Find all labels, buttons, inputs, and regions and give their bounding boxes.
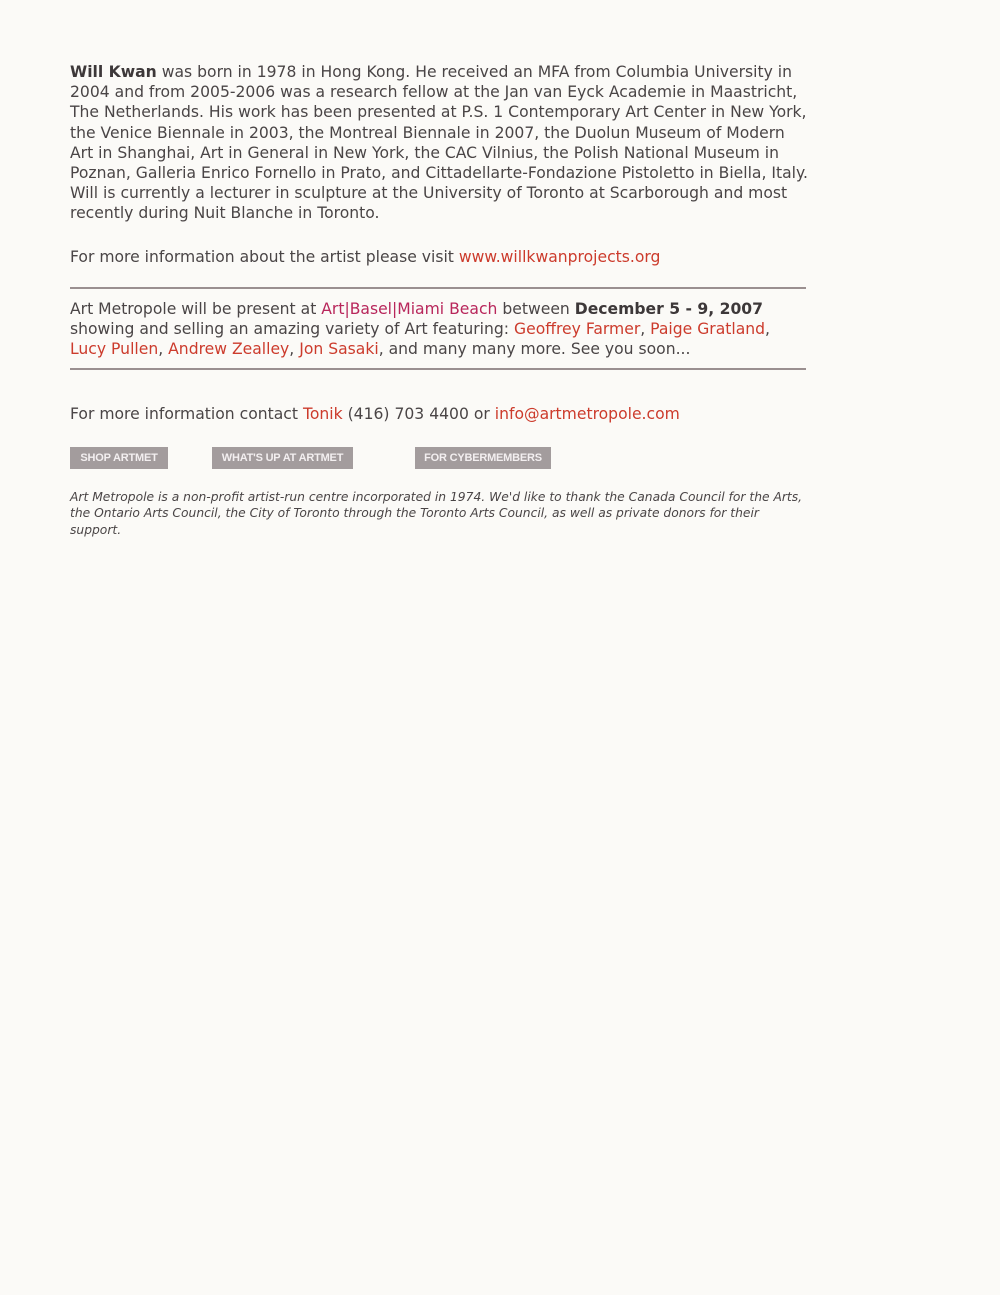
- artist-link-jon-sasaki[interactable]: Jon Sasaki: [299, 340, 379, 359]
- newsletter-content: [70, 62, 810, 538]
- contact-text: For more information contact: [70, 405, 303, 424]
- announcement-between: between: [497, 299, 575, 318]
- nav-buttons: [70, 447, 810, 469]
- divider-top: [70, 287, 806, 289]
- footer-note: Art Metropole is a non-profit artist-run centre incorporated in 1974. We'd like to thank the Canada Council for the Arts, the Ontario Arts Council, the City of Toronto through the Toronto Arts Council, as well as private donors for their support.: [70, 489, 803, 537]
- artist-link-geoffrey-farmer[interactable]: Geoffrey Farmer: [514, 320, 641, 339]
- artist-separator: ,: [640, 320, 651, 339]
- artist-separator: ,: [289, 340, 300, 359]
- whats-up-button[interactable]: WHAT'S UP AT ARTMET: [212, 447, 353, 469]
- artist-link-andrew-zealley[interactable]: Andrew Zealley: [168, 340, 290, 359]
- contact-name-link[interactable]: Tonik: [302, 405, 343, 424]
- cybermembers-button[interactable]: FOR CYBERMEMBERS: [415, 447, 551, 469]
- announcement-intro: Art Metropole will be present at: [70, 299, 322, 318]
- artist-link-lucy-pullen[interactable]: Lucy Pullen: [70, 340, 159, 359]
- artist-link-paige-gratland[interactable]: Paige Gratland: [650, 320, 766, 339]
- artist-bio: [70, 62, 810, 224]
- announcement: [70, 299, 810, 360]
- contact-email-link[interactable]: info@artmetropole.com: [494, 405, 680, 424]
- artist-separator: ,: [158, 340, 169, 359]
- artist-bio-text: was born in 1978 in Hong Kong. He received an MFA from Columbia University in 2004 and from 2005-2006 was a research fellow at the Jan van Eyck Academie in Maastricht, The Netherlands. His work has been presented at P.S. 1 Contemporary Art Center in New York, the Venice Biennale in 2003, the Montreal Biennale in 2007, the Duolun Museum of Modern Art in Shanghai, Art in General in New York, the CAC Vilnius, the Polish National Museum in Poznan, Galleria Enrico Fornello in Prato, and Cittadellarte-Fondazione Pistoletto in Biella, Italy. Will is currently a lecturer in sculpture at the University of Toronto at Scarborough and most recently during Nuit Blanche in Toronto.: [70, 63, 808, 223]
- event-dates: December 5 - 9, 2007: [574, 299, 763, 318]
- shop-artmet-button[interactable]: SHOP ARTMET: [70, 447, 168, 469]
- contact-info: [70, 404, 810, 424]
- announcement-featuring: showing and selling an amazing variety of Art featuring:: [70, 320, 515, 339]
- divider-bottom: [70, 368, 806, 370]
- artist-separator: ,: [765, 320, 771, 339]
- announcement-outro: , and many many more. See you soon...: [378, 340, 691, 359]
- more-info-text: For more information about the artist please visit: [70, 247, 459, 266]
- contact-phone: (416) 703 4400 or: [342, 405, 495, 424]
- artist-more-info: [70, 247, 810, 267]
- artist-website-link[interactable]: www.willkwanprojects.org: [458, 247, 661, 266]
- event-link[interactable]: Art|Basel|Miami Beach: [321, 299, 498, 318]
- artist-name: Will Kwan: [70, 63, 157, 81]
